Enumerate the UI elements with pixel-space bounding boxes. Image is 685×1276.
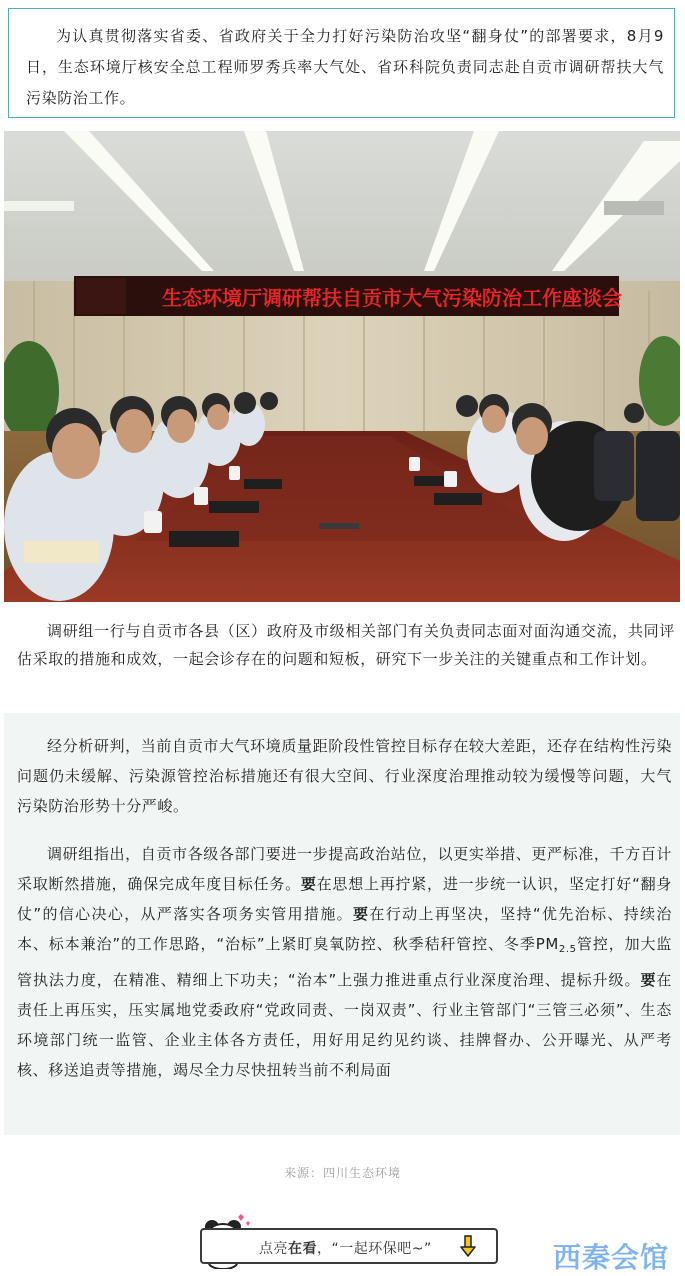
down-arrow-icon bbox=[460, 1235, 476, 1257]
source-credit: 来源：四川生态环境 bbox=[283, 1166, 401, 1180]
banner-text: 生态环境厅调研帮扶自贡市大气污染防治工作座谈会 bbox=[162, 286, 622, 310]
meeting-photo bbox=[4, 131, 680, 602]
emphasis-yao-2: 要 bbox=[353, 905, 370, 923]
instruction-text-c: 在行动上再坚决，坚持“优先治标、持续治本、标本兼治”的工作思路，“治标”上紧盯臭氧防控、秋季秸秆管控、冬季PM bbox=[17, 905, 673, 953]
emphasis-yao-3: 要 bbox=[640, 971, 657, 989]
cta-text-bold: 在看 bbox=[288, 1241, 317, 1257]
instruction-paragraph bbox=[17, 839, 672, 1085]
emphasis-yao-1: 要 bbox=[300, 875, 317, 893]
pm-subscript: 2.5 bbox=[558, 944, 577, 955]
intro-text: 为认真贯彻落实省委、省政府关于全力打好污染防治攻坚“翻身仗”的部署要求，8月9日，生态环境厅核安全总工程师罗秀兵率大气处、省环科院负责同志赴自贡市调研帮扶大气污染防治工作。 bbox=[26, 27, 664, 107]
intro-box bbox=[8, 8, 675, 118]
analysis-paragraph: 经分析研判，当前自贡市大气环境质量距阶段性管控目标存在较大差距，还存在结构性污染问题仍未缓解、污染源管控治标措施还有很大空间、行业深度治理推动较为缓慢等问题，大气污染防治形势十分严峻。 bbox=[17, 737, 672, 815]
cta-text-b: ，“一起环保吧~” bbox=[317, 1241, 432, 1257]
watermark: 西秦会馆 bbox=[553, 1241, 670, 1274]
analysis-section bbox=[4, 713, 680, 1135]
instruction-text-b: 在思想上再拧紧，进一步统一认识，坚定打好“翻身仗”的信心决心，从严落实各项务实管用措施。 bbox=[17, 875, 672, 923]
instruction-text-e: 在责任上再压实，压实属地党委政府“党政同责、一岗双责”、行业主管部门“三管三必须”、生态环境部门统一监管、企业主体各方责任，用好用足约见约谈、挂牌督办、公开曝光、从严考核、移送追责等措施，竭尽全力尽快扭转当前不利局面 bbox=[17, 971, 673, 1079]
like-prompt-button[interactable] bbox=[200, 1228, 498, 1264]
cta-text-a: 点亮 bbox=[259, 1241, 288, 1257]
instruction-text-a: 调研组指出，自贡市各级各部门要进一步提高政治站位，以更实举措、更严标准，千方百计采取断然措施，确保完成年度目标任务。 bbox=[17, 845, 672, 893]
paragraph-1: 调研组一行与自贡市各县（区）政府及市级相关部门有关负责同志面对面沟通交流，共同评估采取的措施和成效，一起会诊存在的问题和短板，研究下一步关注的关键重点和工作计划。 bbox=[17, 622, 675, 668]
instruction-text-d: 管控，加大监管执法力度，在精准、精细上下功夫；“治本”上强力推进重点行业深度治理、提标升级。 bbox=[17, 935, 672, 989]
like-prompt-text bbox=[259, 1238, 432, 1258]
